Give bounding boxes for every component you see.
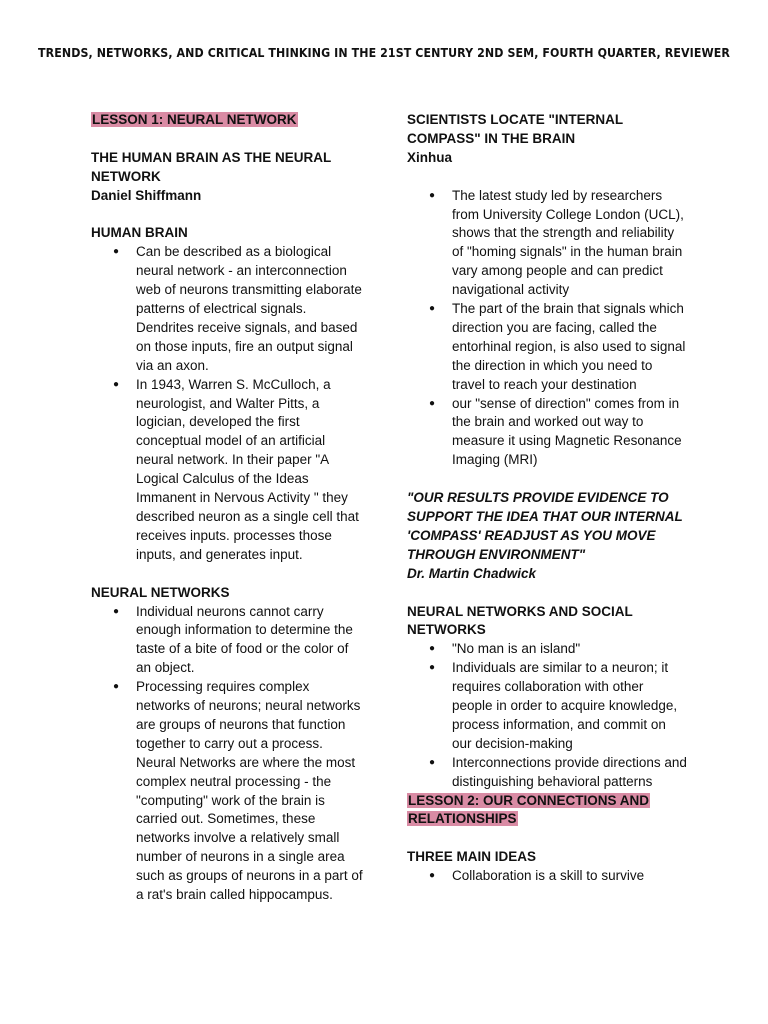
right-column: [407, 111, 687, 886]
bullet-icon: ●: [429, 303, 436, 315]
bullet-icon: ●: [113, 605, 120, 617]
page-header: TRENDS, NETWORKS, AND CRITICAL THINKING IN THE 21ST CENTURY 2ND SEM, FOURTH QUARTER, REVIEWER: [38, 46, 730, 60]
bullet-icon: ●: [113, 681, 120, 693]
neural-networks-list: [91, 603, 366, 906]
list-item: ● Interconnections provide directions and distinguishing behavioral patterns: [429, 754, 687, 789]
bullet-icon: ●: [429, 397, 436, 409]
list-item: ● Individuals are similar to a neuron; it requires collaboration with other people in order to acquire knowledge, process information, and commit on our decision-making: [429, 660, 678, 751]
list-item: ● The latest study led by researchers from University College London (UCL), shows that the strength and reliability of "homing signals" in the human brain vary among people and can predict navigational activity: [429, 187, 684, 298]
article-title-line-2: NETWORK: [91, 168, 161, 184]
social-heading-line-1: NEURAL NETWORKS AND SOCIAL: [407, 603, 633, 619]
bullet-icon: ●: [429, 662, 436, 674]
human-brain-list: [91, 243, 366, 564]
list-item: ● Individual neurons cannot carry enough information to determine the taste of a bite of food or the color of an object.: [113, 603, 353, 676]
list-item: ● "No man is an island": [407, 640, 687, 659]
list-item: ● The part of the brain that signals which direction you are facing, called the entorhinal region, is also used to signal the direction in which you need to travel to reach your destination: [429, 301, 686, 392]
lesson-1-heading: LESSON 1: NEURAL NETWORK: [92, 112, 297, 127]
compass-title-line-2: COMPASS" IN THE BRAIN: [407, 130, 576, 146]
human-brain-heading: HUMAN BRAIN: [91, 225, 188, 241]
compass-source: Xinhua: [407, 149, 453, 165]
list-item: ● Collaboration is a skill to survive: [407, 867, 687, 886]
list-item: ● our "sense of direction" comes from in the brain and worked out way to measure it using Magnetic Resonance Imaging (MRI): [429, 395, 682, 468]
compass-title-line-1: SCIENTISTS LOCATE "INTERNAL: [407, 112, 624, 127]
bullet-icon: ●: [113, 378, 120, 390]
quote: "OUR RESULTS PROVIDE EVIDENCE TO SUPPORT THE IDEA THAT OUR INTERNAL 'COMPASS' READJUST AS YOU MOVE THROUGH ENVIRONMENT": [407, 490, 683, 562]
neural-networks-heading: NEURAL NETWORKS: [91, 584, 230, 600]
list-item: ● Can be described as a biological neural network - an interconnection web of neurons transmitting elaborate patterns of electrical signals. Dendrites receive signals, and based on those inputs, fire an output signal via an axon.: [113, 244, 362, 373]
social-list: [407, 640, 687, 791]
article-author: Daniel Shiffmann: [91, 187, 202, 203]
lesson-2-heading-line-1: LESSON 2: OUR CONNECTIONS AND: [408, 792, 650, 808]
bullet-icon: ●: [429, 870, 436, 882]
list-item: ● Processing requires complex networks of neurons; neural networks are groups of neurons that function together to carry out a process. Neural Networks are where the most complex neutral processing - the "computing" work of the brain is carried out. Sometimes, these networks involve a relatively small number of neurons in a single area such as groups of neurons in a part of a rat's brain called hippocampus.: [113, 679, 363, 903]
lesson-2-heading-line-2: RELATIONSHIPS: [408, 811, 517, 827]
left-column: [91, 111, 366, 905]
bullet-icon: ●: [429, 189, 436, 201]
quote-author: Dr. Martin Chadwick: [407, 565, 537, 581]
bullet-icon: ●: [113, 246, 120, 258]
list-item: ● In 1943, Warren S. McCulloch, a neurologist, and Walter Pitts, a logician, developed the first conceptual model of an artificial neural network. In their paper "A Logical Calculus of the Ideas Immanent in Nervous Activity " they described neuron as a single cell that receives inputs. processes those inputs, and generates input.: [113, 376, 359, 562]
three-ideas-list: [407, 867, 687, 886]
bullet-icon: ●: [429, 756, 436, 768]
compass-list: [407, 187, 687, 471]
bullet-icon: ●: [429, 643, 436, 655]
social-heading-line-2: NETWORKS: [407, 622, 486, 638]
article-title-line-1: THE HUMAN BRAIN AS THE NEURAL: [91, 149, 332, 165]
three-ideas-heading: THREE MAIN IDEAS: [407, 849, 537, 865]
